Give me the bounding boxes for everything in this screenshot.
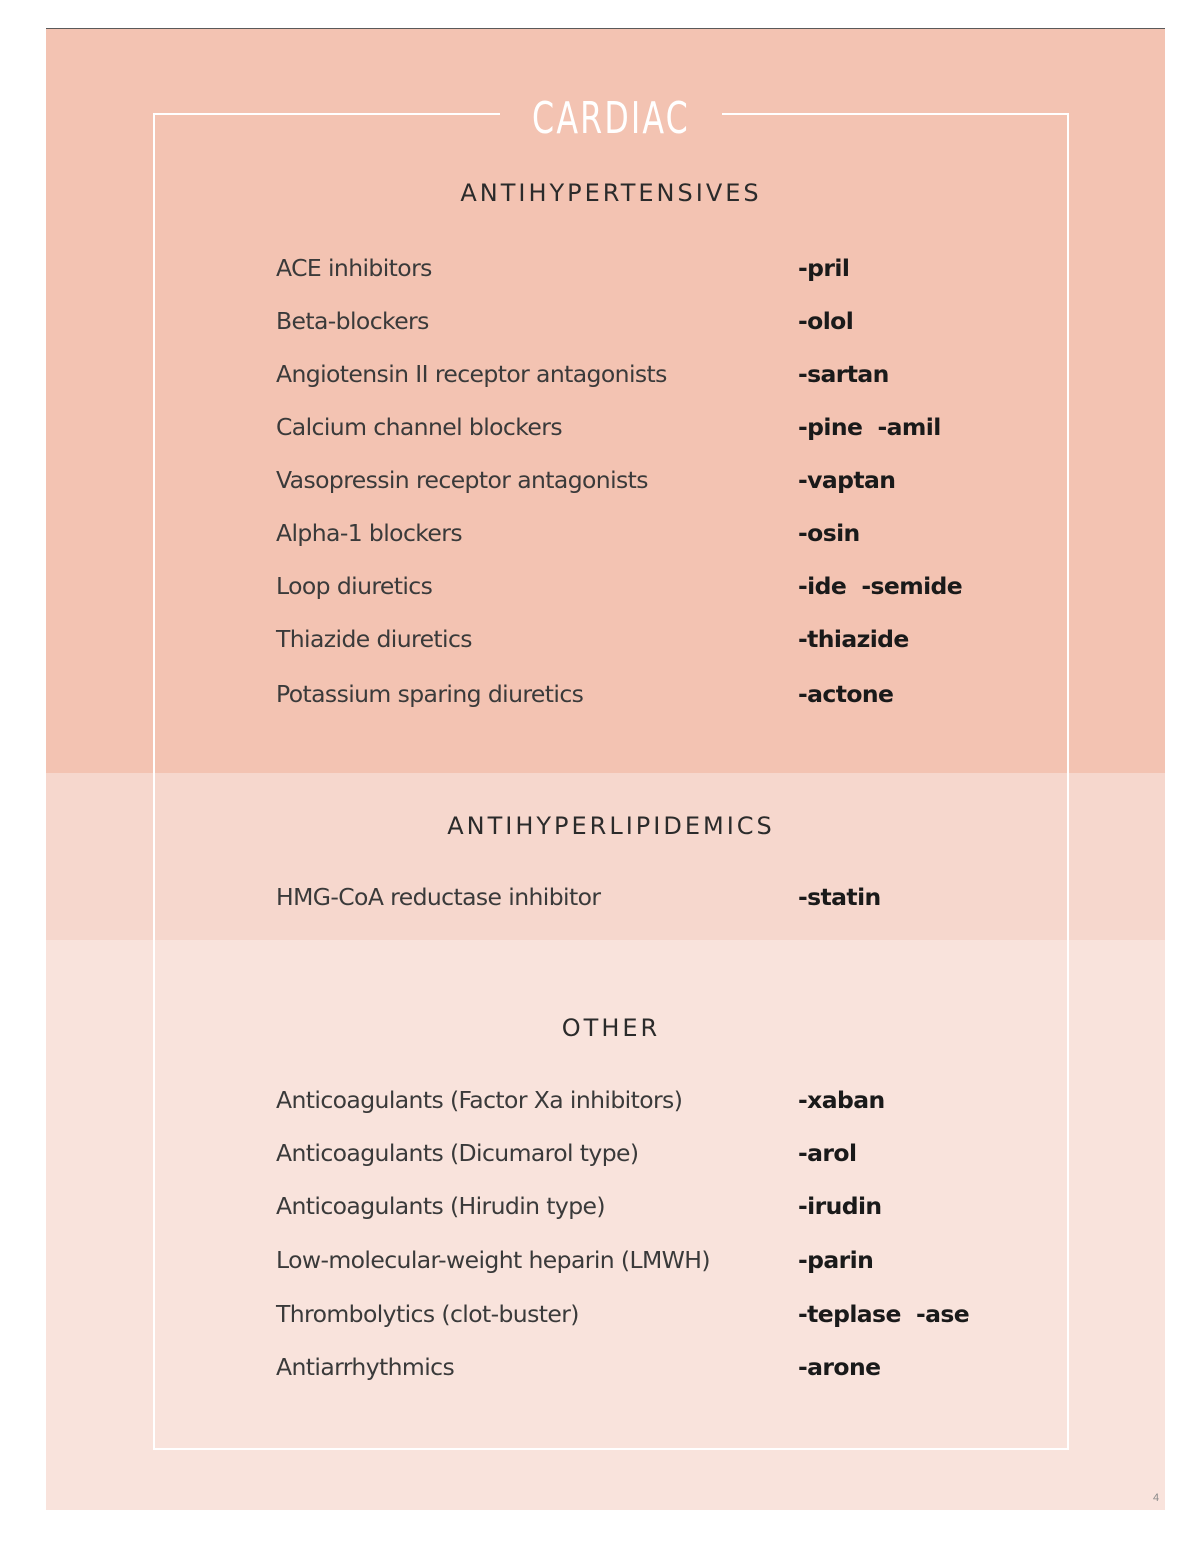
list-item — [276, 1340, 1036, 1393]
list-item — [276, 1126, 1036, 1179]
section-heading-antihypertensives: ANTIHYPERTENSIVES — [460, 179, 762, 207]
list-item — [276, 506, 1036, 559]
drug-suffix: -ide -semide — [798, 571, 963, 600]
drug-class-label: Loop diuretics — [276, 571, 433, 600]
drug-class-label: Antiarrhythmics — [276, 1352, 455, 1381]
drug-suffix: -xaban — [798, 1085, 885, 1114]
drug-class-label: Potassium sparing diuretics — [276, 679, 584, 708]
drug-suffix: -thiazide — [798, 624, 909, 653]
drug-suffix: -vaptan — [798, 465, 896, 494]
drug-class-label: Anticoagulants (Factor Xa inhibitors) — [276, 1085, 683, 1114]
antihyperlipidemics-list — [276, 870, 1036, 923]
drug-class-label: Thrombolytics (clot-buster) — [276, 1299, 579, 1328]
drug-suffix: -statin — [798, 882, 881, 911]
drug-suffix: -arone — [798, 1352, 881, 1381]
page-number: 4 — [1153, 1492, 1160, 1504]
drug-suffix: -irudin — [798, 1191, 882, 1220]
list-item — [276, 453, 1036, 506]
section-heading-antihyperlipidemics: ANTIHYPERLIPIDEMICS — [447, 812, 775, 840]
list-item — [276, 1287, 1036, 1340]
drug-class-label: Vasopressin receptor antagonists — [276, 465, 648, 494]
list-item — [276, 1232, 1036, 1287]
drug-class-label: Calcium channel blockers — [276, 412, 562, 441]
drug-suffix: -pril — [798, 253, 850, 282]
list-item — [276, 870, 1036, 923]
drug-class-label: Angiotensin II receptor antagonists — [276, 359, 667, 388]
list-item — [276, 294, 1036, 347]
drug-suffix: -sartan — [798, 359, 889, 388]
list-item — [276, 347, 1036, 400]
drug-class-label: Alpha-1 blockers — [276, 518, 462, 547]
drug-class-label: Anticoagulants (Dicumarol type) — [276, 1138, 639, 1167]
drug-class-label: ACE inhibitors — [276, 253, 432, 282]
drug-suffix: -arol — [798, 1138, 857, 1167]
drug-class-label: Thiazide diuretics — [276, 624, 472, 653]
list-item — [276, 241, 1036, 294]
drug-class-label: Low-molecular-weight heparin (LMWH) — [276, 1245, 710, 1274]
list-item — [276, 559, 1036, 612]
list-item — [276, 400, 1036, 453]
drug-suffix: -olol — [798, 306, 854, 335]
drug-class-label: Anticoagulants (Hirudin type) — [276, 1191, 605, 1220]
drug-class-label: Beta-blockers — [276, 306, 429, 335]
drug-suffix: -parin — [798, 1245, 874, 1274]
list-item — [276, 612, 1036, 665]
drug-suffix: -osin — [798, 518, 860, 547]
list-item — [276, 1073, 1036, 1126]
list-item — [276, 1179, 1036, 1232]
page-title: CARDIAC — [532, 92, 690, 144]
drug-suffix: -teplase -ase — [798, 1299, 970, 1328]
other-list — [276, 1073, 1036, 1393]
list-item — [276, 665, 1036, 722]
antihypertensives-list — [276, 241, 1036, 722]
drug-suffix: -actone — [798, 679, 894, 708]
drug-suffix: -pine -amil — [798, 412, 941, 441]
drug-class-label: HMG-CoA reductase inhibitor — [276, 882, 601, 911]
section-heading-other: OTHER — [561, 1014, 661, 1042]
